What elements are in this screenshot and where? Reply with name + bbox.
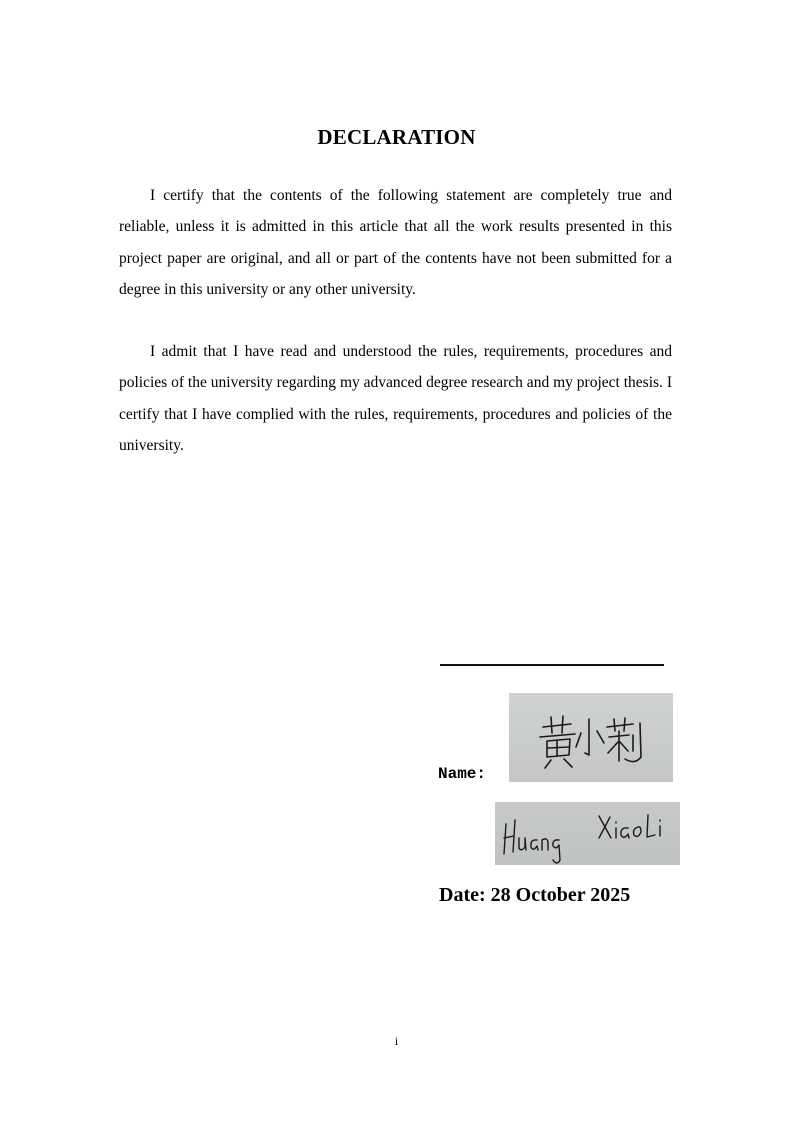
name-label: Name: [438,765,487,783]
handwritten-signature-english [495,802,680,865]
declaration-paragraph-2: I admit that I have read and understood the rules, requirements, procedures and policies of the university regarding my advanced degree research and my project thesis. I certify that I have complied with the rules, requirements, procedures and policies of the university. [119,343,672,454]
date-line [439,884,630,907]
signature-chinese-strokes [509,693,673,782]
page-title: DECLARATION [317,125,476,149]
date-label: Date: [439,884,486,906]
date-value: 28 October 2025 [490,884,631,906]
declaration-paragraph-1: I certify that the contents of the following statement are completely true and reliable, unless it is admitted in this article that all the work results presented in this project paper are original, and all or part of the contents have not been submitted for a degree in this university or any other university. [119,187,672,298]
signature-english-strokes [495,802,680,865]
handwritten-signature-chinese [509,693,673,782]
signature-line [440,664,664,666]
page-number: i [394,1034,399,1048]
